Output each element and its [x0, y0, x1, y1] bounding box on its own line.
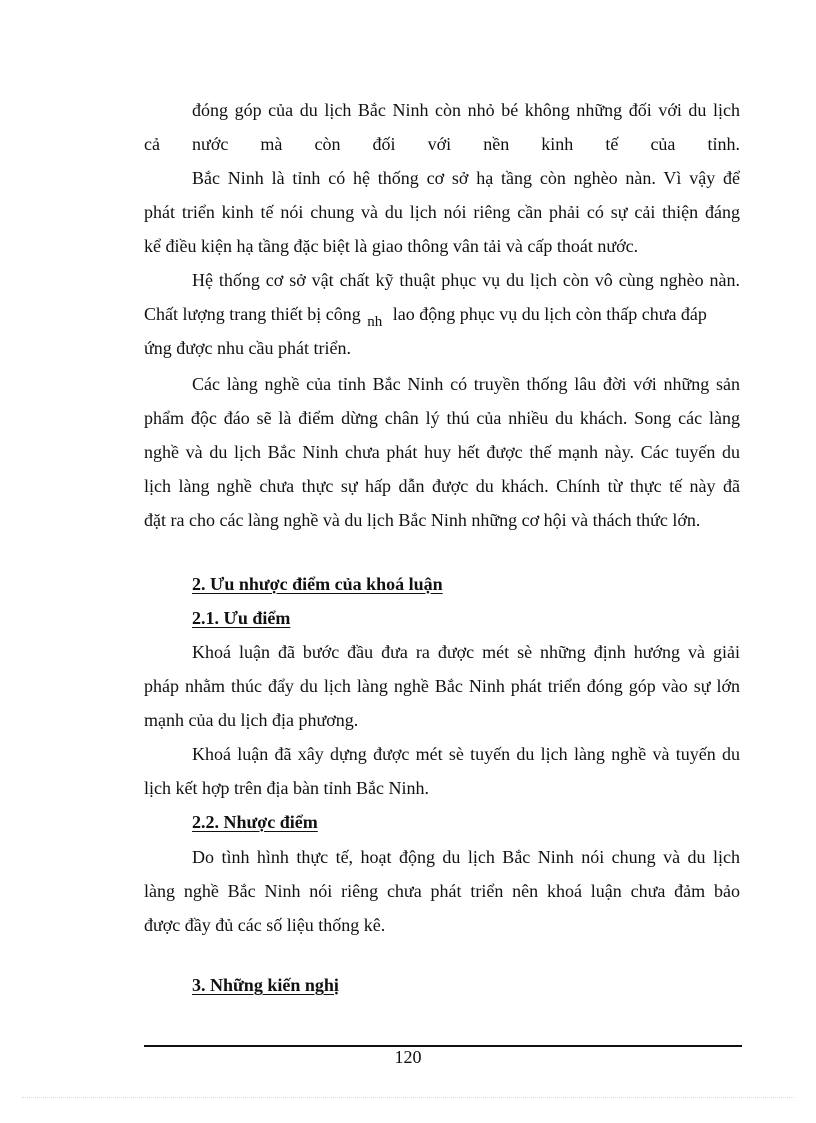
subscript-fragment: nh	[367, 314, 383, 330]
paragraph-line: lịch làng nghề chưa thực sự hấp dẫn được du khách. Chính từ thực tế này đã	[144, 476, 740, 496]
subsection-heading: 2.2. Nhược điểm	[192, 812, 318, 832]
paragraph-line: đặt ra cho các làng nghề và du lịch Bắc Ninh những cơ hội và thách thức lớn.	[144, 510, 701, 530]
text-segment: Chất lượng trang thiết bị công	[144, 304, 361, 324]
paragraph-line: Bắc Ninh là tỉnh có hệ thống cơ sở hạ tầng còn nghèo nàn. Vì vậy để	[192, 168, 740, 188]
paragraph-line: làng nghề Bắc Ninh nói riêng chưa phát triển nên khoá luận chưa đảm bảo	[144, 881, 740, 901]
paragraph-line-with-subscript	[144, 302, 740, 328]
paragraph-line: cả nước mà còn đối với nền kinh tế của tỉnh.	[144, 134, 740, 154]
paragraph-line: kể điều kiện hạ tầng đặc biệt là giao thông vân tải và cấp thoát nước.	[144, 236, 639, 256]
paragraph-line: đóng góp của du lịch Bắc Ninh còn nhỏ bé không những đối với du lịch	[192, 100, 740, 120]
paragraph-line: được đầy đủ các số liệu thống kê.	[144, 915, 386, 935]
subsection-heading: 2.1. Ưu điểm	[192, 608, 291, 628]
paragraph-line: nghề và du lịch Bắc Ninh chưa phát huy hết được thế mạnh này. Các tuyến du	[144, 442, 740, 462]
paragraph-line: ứng được nhu cầu phát triển.	[144, 338, 351, 358]
page-edge-divider	[22, 1097, 794, 1098]
paragraph-line: lịch kết hợp trên địa bàn tỉnh Bắc Ninh.	[144, 778, 429, 798]
paragraph-line: mạnh của du lịch địa phương.	[144, 710, 359, 730]
paragraph-line: Do tình hình thực tế, hoạt động du lịch Bắc Ninh nói chung và du lịch	[192, 847, 740, 867]
paragraph-line: Khoá luận đã bước đầu đưa ra được mét sè những định hướng và giải	[192, 642, 740, 662]
paragraph-line: Hệ thống cơ sở vật chất kỹ thuật phục vụ du lịch còn vô cùng nghèo nàn.	[192, 270, 740, 290]
paragraph-line: Khoá luận đã xây dựng được mét sè tuyến du lịch làng nghề và tuyến du	[192, 744, 740, 764]
paragraph-line: phát triển kinh tế nói chung và du lịch nói riêng cần phải có sự cải thiện đáng	[144, 202, 740, 222]
paragraph-line: phẩm độc đáo sẽ là điểm dừng chân lý thú của nhiều du khách. Song các làng	[144, 408, 740, 428]
text-segment: lao động phục vụ du lịch còn thấp chưa đáp	[392, 304, 707, 324]
paragraph-line: pháp nhằm thúc đẩy du lịch làng nghề Bắc Ninh phát triển đóng góp vào sự lớn	[144, 676, 740, 696]
page-number: 120	[394, 1047, 422, 1067]
section-heading: 2. Ưu nhược điểm của khoá luận	[192, 574, 443, 594]
paragraph-line: Các làng nghề của tỉnh Bắc Ninh có truyền thống lâu đời với những sản	[192, 374, 740, 394]
section-heading: 3. Những kiến nghị	[192, 975, 339, 995]
